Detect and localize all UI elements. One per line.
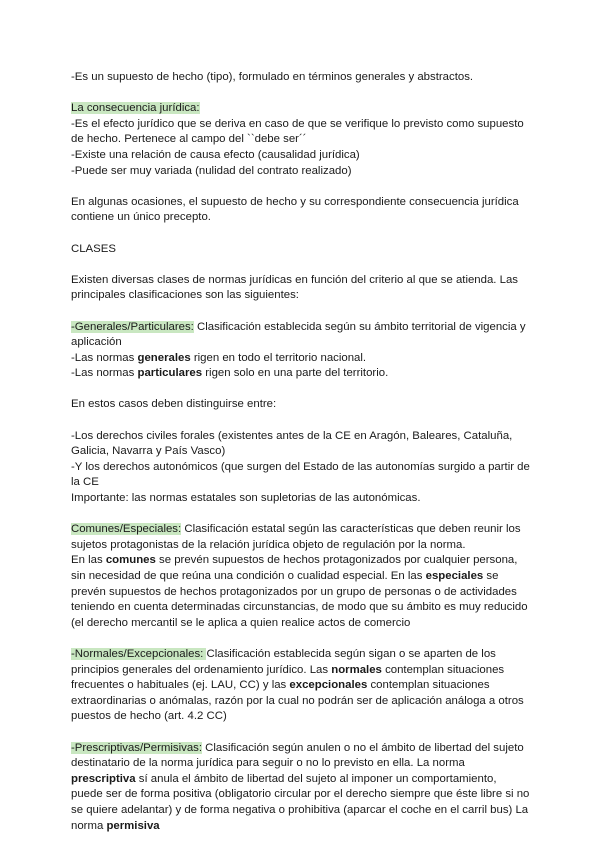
distinguir-line: -Y los derechos autonómicos (que surgen del Estado de las autonomías surgido a partir de la CE <box>71 460 530 489</box>
clases-intro: Existen diversas clases de normas jurídicas en función del criterio al que se atienda. Las principales clasificaciones son las siguientes: <box>71 273 519 302</box>
text: -Las normas <box>71 367 138 380</box>
highlight: -Generales/Particulares: <box>71 320 194 333</box>
bold-term: prescriptiva <box>71 772 136 785</box>
text: Clasificación establecida según su ámbito territorial de vigencia y aplicación <box>71 320 526 349</box>
text: se prevén supuestos de hechos protagonizados por un grupo de personas o de actividades teniendo en cuenta determinadas circunstancias, de modo que su ámbito es muy reducido (el derecho mercantil se le aplica a quien realice actos de comercio <box>71 570 528 629</box>
highlight: -Normales/Excepcionales: <box>71 647 207 660</box>
consecuencia-line: -Existe una relación de causa efecto (causalidad jurídica) <box>71 148 360 161</box>
text: -Las normas <box>71 351 138 364</box>
highlight: La consecuencia jurídica: <box>71 102 200 115</box>
bold-term: comunes <box>105 554 156 567</box>
consecuencia-line: -Es el efecto jurídico que se deriva en caso de que se verifique lo previsto como supuesto de hecho. Pertenece al campo del ``debe ser´´ <box>71 117 524 146</box>
highlight: -Prescriptivas/Permisivas: <box>71 741 203 754</box>
bold-term: normales <box>331 663 382 676</box>
particulares-line <box>71 366 531 382</box>
generales-paragraph <box>71 320 531 351</box>
distinguir-line: Importante: las normas estatales son supletorias de las autonómicas. <box>71 492 421 505</box>
document-page <box>71 70 531 834</box>
bold-term: especiales <box>425 570 484 582</box>
distinguir-line: -Los derechos civiles forales (existentes antes de la CE en Aragón, Baleares, Cataluña, Galicia, Navarra y País Vasco) <box>71 429 513 458</box>
distinguir-intro: En estos casos deben distinguirse entre: <box>71 398 277 411</box>
text: contemplan situaciones extraordinarias o anómalas, razón por la cual no podrán ser de aplicación análoga a otros puestos de hecho (art. 4.2 CC) <box>71 679 524 723</box>
text: Clasificación según anulen o no el ámbito de libertad del sujeto destinatario de la norma jurídica para seguir o no lo previsto en ella. La norma <box>71 741 524 770</box>
highlight: Comunes/Especiales: <box>71 523 182 536</box>
clases-title: CLASES <box>71 242 116 255</box>
consecuencia-heading <box>71 101 531 117</box>
intro-line: -Es un supuesto de hecho (tipo), formulado en términos generales y abstractos. <box>71 71 474 83</box>
text: Clasificación estatal según las características que deben reunir los sujetos protagonistas de la relación jurídica objeto de regulación por la norma. <box>71 523 521 551</box>
text: contemplan situaciones frecuentes o habituales (ej. LAU, CC) y las <box>71 663 505 692</box>
consecuencia-line: -Puede ser muy variada (nulidad del contrato realizado) <box>71 164 352 177</box>
text: rigen solo en una parte del territorio. <box>202 367 389 380</box>
text: En las <box>71 554 106 567</box>
generales-line <box>71 351 531 367</box>
text: se prevén supuestos de hechos protagonizados por cualquier persona, sin necesidad de que reúna una condición o cualidad especial. En las <box>71 554 518 582</box>
text: Clasificación establecida según sigan o se aparten de los principios generales del ordenamiento jurídico. Las <box>71 647 496 676</box>
bold-term: permisiva <box>106 819 160 832</box>
text: sí anula el ámbito de libertad del sujeto al imponer un comportamiento, puede ser de forma positiva (obligatorio circular por el derecho siempre que éste libre si no se quiere adelantar) y de forma negativa o prohibitiva (aparcar el coche en el carril bus) La norma <box>71 772 530 832</box>
comunes-paragraph <box>71 522 531 553</box>
bold-term: particulares <box>137 367 203 380</box>
bold-term: generales <box>137 351 191 364</box>
bold-term: excepcionales <box>289 679 368 692</box>
normales-paragraph <box>71 647 531 725</box>
text: rigen en todo el territorio nacional. <box>190 351 367 364</box>
prescriptivas-paragraph <box>71 741 531 835</box>
comunes-detail <box>71 553 531 631</box>
consecuencia-note: En algunas ocasiones, el supuesto de hecho y su correspondiente consecuencia jurídica contiene un único precepto. <box>71 195 519 224</box>
